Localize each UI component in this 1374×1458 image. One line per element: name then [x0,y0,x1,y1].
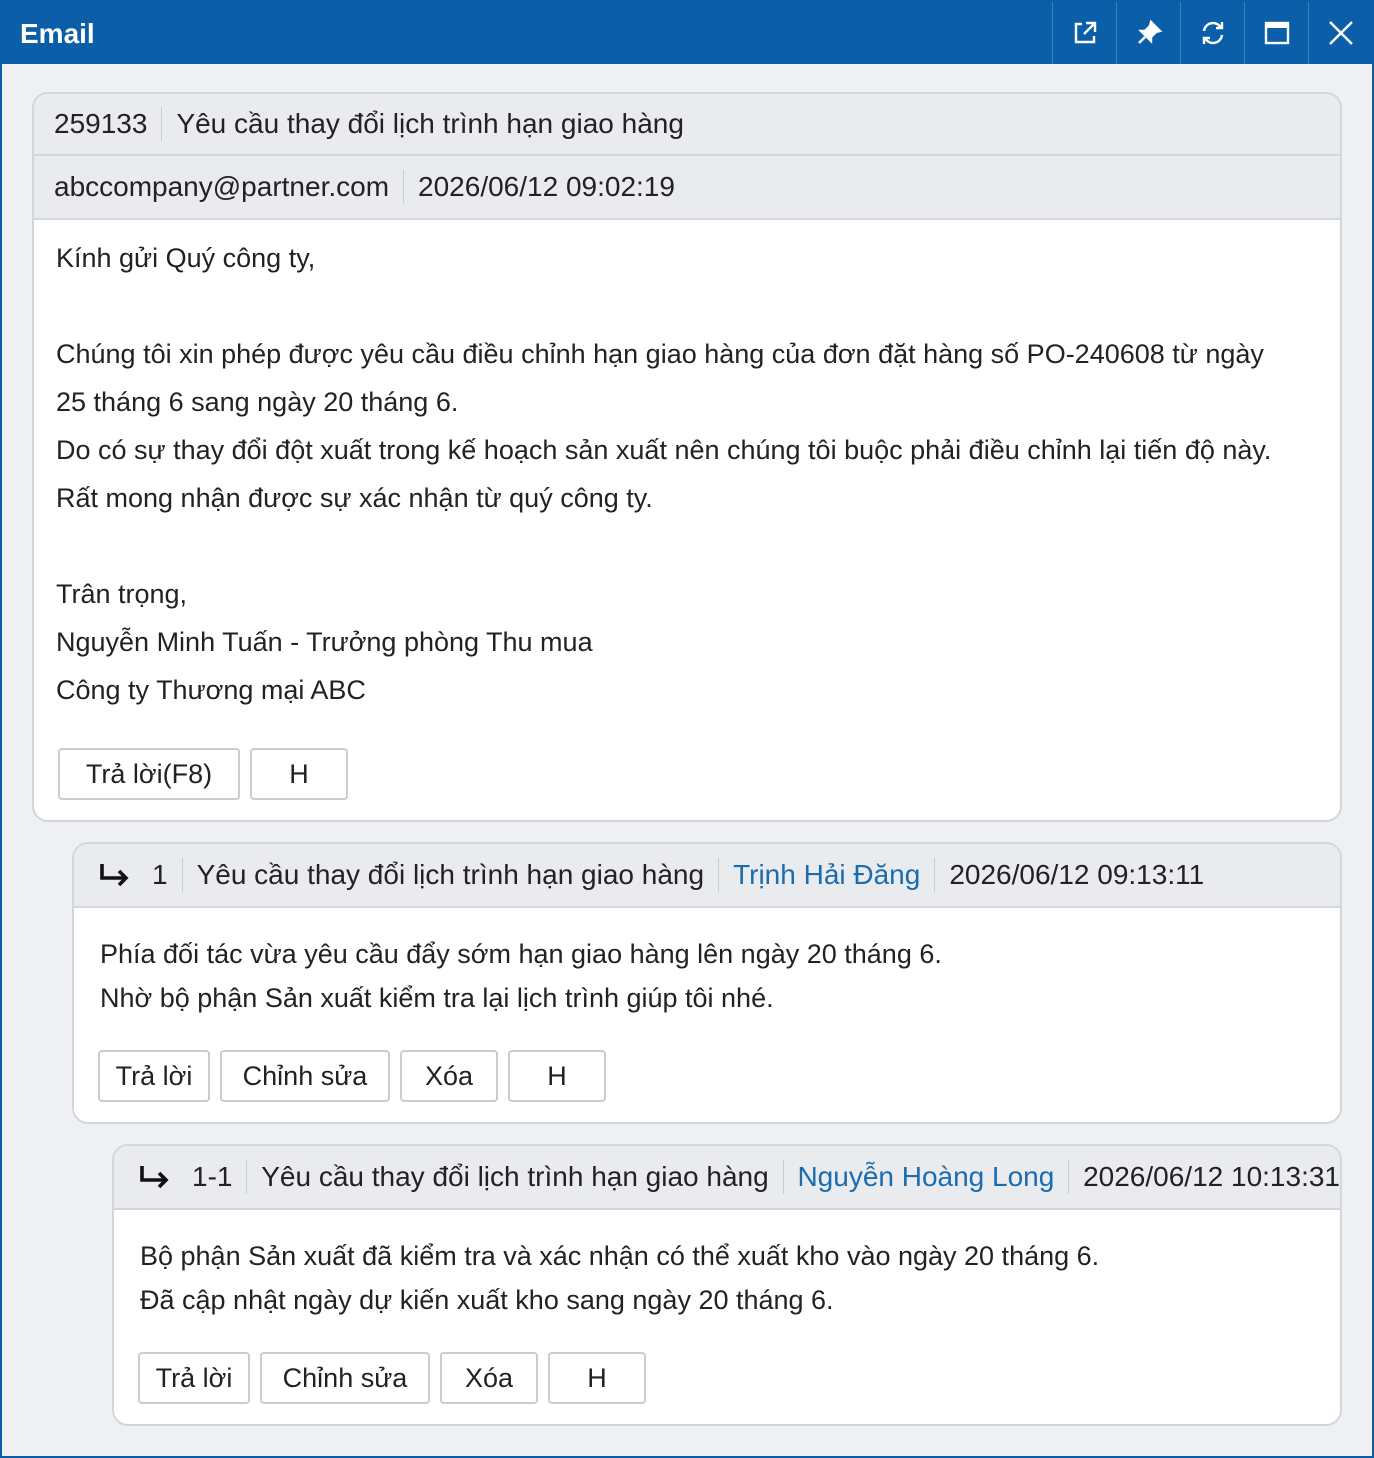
delete-button[interactable]: Xóa [400,1050,498,1102]
maximize-button[interactable] [1244,2,1308,64]
close-button[interactable] [1308,2,1372,64]
h-button[interactable]: H [250,748,348,800]
divider [1068,1160,1069,1194]
reply-subject: Yêu cầu thay đổi lịch trình hạn giao hàng [196,859,705,890]
h-button[interactable]: H [548,1352,646,1404]
reply-actions [138,1352,646,1404]
maximize-icon [1262,18,1292,48]
email-meta-row [34,156,1340,220]
body-line: Rất mong nhận được sự xác nhận từ quý công ty. [56,483,653,513]
open-external-button[interactable] [1052,2,1116,64]
body-line: Phía đối tác vừa yêu cầu đẩy sớm hạn giao hàng lên ngày 20 tháng 6. [100,939,942,969]
body-line: Nhờ bộ phận Sản xuất kiểm tra lại lịch trình giúp tôi nhé. [100,983,774,1013]
reply-author[interactable]: Trịnh Hải Đăng [733,859,921,890]
reply-button[interactable]: Trả lời [138,1352,250,1404]
title-bar [2,2,1372,64]
email-subject: Yêu cầu thay đổi lịch trình hạn giao hàng [176,108,684,139]
body-line [56,522,1271,570]
reply-button[interactable]: Trả lời(F8) [58,748,240,800]
reply-button[interactable]: Trả lời [98,1050,210,1102]
body-line: Đã cập nhật ngày dự kiến xuất kho sang ngày 20 tháng 6. [140,1285,834,1315]
body-line [56,282,1271,330]
divider [246,1160,247,1194]
reply-actions [98,1050,606,1102]
email-body [56,234,1271,714]
reply-author[interactable]: Nguyễn Hoàng Long [797,1161,1055,1192]
edit-button[interactable]: Chỉnh sửa [260,1352,430,1404]
reply-datetime: 2026/06/12 10:13:31 [1083,1161,1340,1192]
body-line: Bộ phận Sản xuất đã kiểm tra và xác nhận có thể xuất kho vào ngày 20 tháng 6. [140,1241,1100,1271]
refresh-button[interactable] [1180,2,1244,64]
reply-header [74,844,1340,908]
body-line: 25 tháng 6 sang ngày 20 tháng 6. [56,387,459,417]
reply-arrow-icon [138,1160,172,1194]
reply-number: 1-1 [192,1161,233,1192]
reply-datetime: 2026/06/12 09:13:11 [949,859,1205,890]
divider [403,170,404,204]
window-title: Email [20,18,95,49]
open-external-icon [1070,18,1100,48]
reply-body [140,1234,1099,1322]
close-icon [1326,18,1356,48]
refresh-icon [1198,18,1228,48]
window-controls [1052,2,1372,64]
pin-button[interactable] [1116,2,1180,64]
body-line: Do có sự thay đổi đột xuất trong kế hoạch sản xuất nên chúng tôi buộc phải điều chỉnh lại tiến độ này. [56,435,1272,465]
reply-card [72,842,1342,1124]
body-line: Trân trọng, [56,579,188,609]
body-line: Nguyễn Minh Tuấn - Trưởng phòng Thu mua [56,627,593,657]
email-subject-row [34,94,1340,156]
reply-arrow-icon [98,858,132,892]
reply-body [100,932,942,1020]
reply-header [114,1146,1340,1210]
divider [182,858,183,892]
email-card [32,92,1342,822]
delete-button[interactable]: Xóa [440,1352,538,1404]
email-sender: abccompany@partner.com [54,171,390,202]
divider [718,858,719,892]
body-line: Công ty Thương mại ABC [56,675,366,705]
divider [161,107,162,141]
reply-subject: Yêu cầu thay đổi lịch trình hạn giao hàng [261,1161,769,1192]
email-actions [58,748,348,800]
reply-number: 1 [152,859,168,890]
email-id: 259133 [54,108,148,139]
pin-icon [1134,18,1164,48]
divider [783,1160,784,1194]
body-line: Kính gửi Quý công ty, [56,243,316,273]
edit-button[interactable]: Chỉnh sửa [220,1050,390,1102]
body-line: Chúng tôi xin phép được yêu cầu điều chỉnh hạn giao hàng của đơn đặt hàng số PO-240608 từ ngày [56,339,1264,369]
h-button[interactable]: H [508,1050,606,1102]
email-datetime: 2026/06/12 09:02:19 [418,171,675,202]
divider [934,858,935,892]
reply-card [112,1144,1342,1426]
